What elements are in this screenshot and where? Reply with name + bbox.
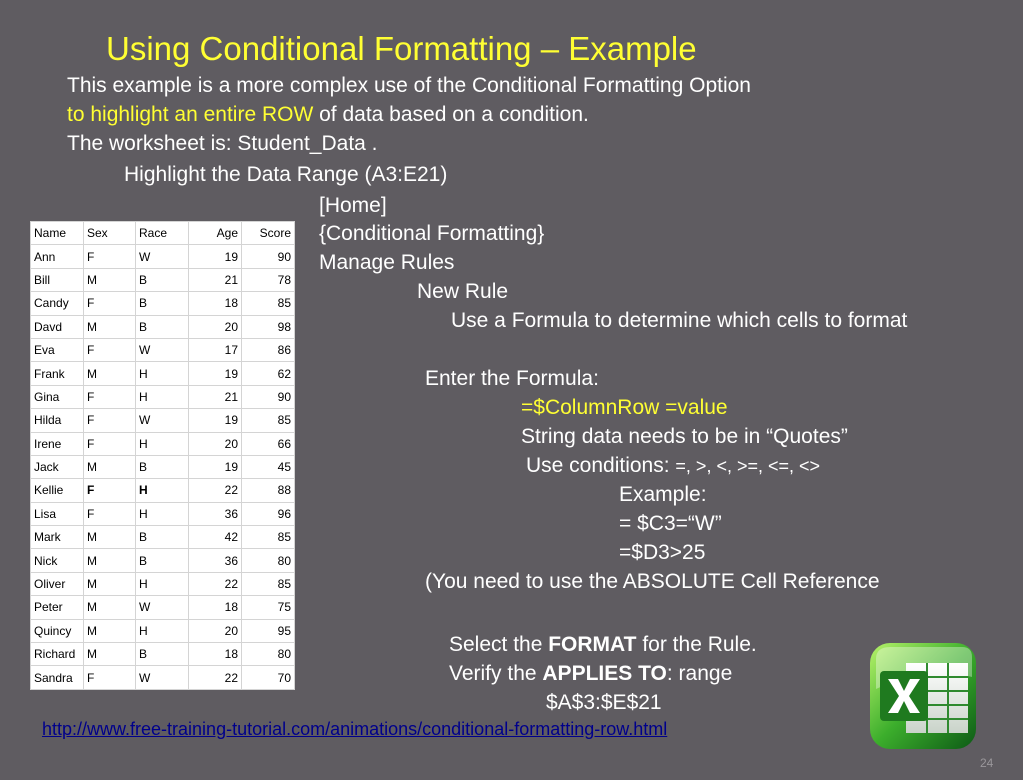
- table-cell: Peter: [31, 596, 84, 619]
- table-cell: Candy: [31, 292, 84, 315]
- table-cell: 80: [242, 643, 295, 666]
- step-conditional-formatting: {Conditional Formatting}: [319, 222, 545, 245]
- table-cell: B: [136, 292, 189, 315]
- table-cell: W: [136, 596, 189, 619]
- table-cell: 18: [189, 643, 242, 666]
- tutorial-link[interactable]: http://www.free-training-tutorial.com/animations/conditional-formatting-row.html: [42, 719, 668, 739]
- verify-applies-line: [449, 661, 732, 687]
- table-cell: Jack: [31, 455, 84, 478]
- excel-logo-icon: [866, 637, 982, 755]
- page-number: 24: [980, 756, 994, 770]
- step-home: [Home]: [319, 194, 387, 217]
- table-body: [31, 222, 295, 690]
- table-row: [31, 315, 295, 338]
- table-cell: B: [136, 549, 189, 572]
- step-manage-rules: Manage Rules: [319, 251, 455, 274]
- table-cell: 45: [242, 455, 295, 478]
- column-header: Age: [189, 222, 242, 245]
- table-cell: H: [136, 385, 189, 408]
- verify-pre: Verify the: [449, 662, 543, 685]
- table-cell: W: [136, 245, 189, 268]
- table-cell: 90: [242, 385, 295, 408]
- table-cell: 20: [189, 315, 242, 338]
- table-cell: 18: [189, 596, 242, 619]
- table-cell: B: [136, 643, 189, 666]
- table-cell: 18: [189, 292, 242, 315]
- table-cell: M: [84, 455, 136, 478]
- table-cell: Eva: [31, 338, 84, 361]
- table-cell: Lisa: [31, 502, 84, 525]
- table-row: [31, 643, 295, 666]
- table-cell: B: [136, 315, 189, 338]
- table-cell: W: [136, 666, 189, 689]
- conditions-operators: =, >, <, >=, <=, <>: [675, 456, 821, 476]
- table-row: [31, 455, 295, 478]
- table-cell: H: [136, 432, 189, 455]
- table-cell: 36: [189, 502, 242, 525]
- table-row: [31, 362, 295, 385]
- table-row: [31, 292, 295, 315]
- table-cell: B: [136, 526, 189, 549]
- table-cell: F: [84, 292, 136, 315]
- table-cell: H: [136, 572, 189, 595]
- table-cell: 62: [242, 362, 295, 385]
- formula-template: =$ColumnRow =value: [521, 396, 728, 419]
- table-cell: Davd: [31, 315, 84, 338]
- intro-highlight-text: to highlight an entire ROW: [67, 103, 314, 126]
- table-cell: 20: [189, 432, 242, 455]
- table-cell: Sandra: [31, 666, 84, 689]
- table-cell: M: [84, 268, 136, 291]
- table-cell: 85: [242, 526, 295, 549]
- table-cell: 17: [189, 338, 242, 361]
- table-cell: 21: [189, 268, 242, 291]
- table-row: [31, 338, 295, 361]
- table-cell: Kellie: [31, 479, 84, 502]
- verify-bold: APPLIES TO: [542, 662, 667, 685]
- table-cell: 22: [189, 666, 242, 689]
- intro-line-2: [67, 102, 589, 128]
- verify-post: : range: [666, 662, 733, 685]
- table-cell: 22: [189, 572, 242, 595]
- table-cell: 19: [189, 362, 242, 385]
- table-cell: Hilda: [31, 409, 84, 432]
- table-cell: W: [136, 409, 189, 432]
- table-cell: 96: [242, 502, 295, 525]
- table-cell: H: [136, 479, 189, 502]
- table-cell: Bill: [31, 268, 84, 291]
- intro-line-3: The worksheet is: Student_Data .: [67, 132, 378, 155]
- table-row: [31, 549, 295, 572]
- table-cell: 66: [242, 432, 295, 455]
- table-cell: M: [84, 362, 136, 385]
- table-cell: 88: [242, 479, 295, 502]
- table-cell: 80: [242, 549, 295, 572]
- table-cell: Nick: [31, 549, 84, 572]
- conditions-label: Use conditions:: [526, 454, 676, 477]
- table-cell: 21: [189, 385, 242, 408]
- table-row: [31, 502, 295, 525]
- table-row: [31, 268, 295, 291]
- step-use-formula: Use a Formula to determine which cells to format: [451, 309, 908, 332]
- example-label: Example:: [619, 483, 707, 506]
- table-cell: F: [84, 338, 136, 361]
- table-cell: 85: [242, 292, 295, 315]
- example-2: =$D3>25: [619, 541, 706, 564]
- table-cell: 85: [242, 572, 295, 595]
- slide-title: Using Conditional Formatting – Example: [106, 30, 697, 67]
- table-cell: Mark: [31, 526, 84, 549]
- select-format-line: [449, 632, 757, 658]
- table-cell: 78: [242, 268, 295, 291]
- table-cell: Oliver: [31, 572, 84, 595]
- table-cell: M: [84, 526, 136, 549]
- table-cell: 95: [242, 619, 295, 642]
- conditions-line: [526, 453, 820, 479]
- select-bold: FORMAT: [548, 633, 637, 656]
- table-row: [31, 245, 295, 268]
- column-header: Sex: [84, 222, 136, 245]
- table-cell: W: [136, 338, 189, 361]
- string-note: String data needs to be in “Quotes”: [521, 425, 848, 448]
- table-row: [31, 409, 295, 432]
- table-header-row: [31, 222, 295, 245]
- table-cell: F: [84, 666, 136, 689]
- table-cell: H: [136, 619, 189, 642]
- table-cell: M: [84, 643, 136, 666]
- table-cell: 22: [189, 479, 242, 502]
- range-value: $A$3:$E$21: [546, 691, 662, 714]
- select-pre: Select the: [449, 633, 549, 656]
- table-cell: 70: [242, 666, 295, 689]
- table-cell: Ann: [31, 245, 84, 268]
- step-highlight: Highlight the Data Range (A3:E21): [124, 163, 448, 186]
- table-cell: Gina: [31, 385, 84, 408]
- table-cell: 19: [189, 455, 242, 478]
- table-row: [31, 526, 295, 549]
- table-cell: B: [136, 268, 189, 291]
- column-header: Name: [31, 222, 84, 245]
- table-cell: M: [84, 596, 136, 619]
- table-cell: H: [136, 362, 189, 385]
- table-cell: M: [84, 549, 136, 572]
- table-cell: M: [84, 315, 136, 338]
- table-row: [31, 432, 295, 455]
- table-row: [31, 385, 295, 408]
- table-row: [31, 572, 295, 595]
- table-cell: 20: [189, 619, 242, 642]
- table-row: [31, 479, 295, 502]
- table-cell: F: [84, 245, 136, 268]
- step-enter-formula: Enter the Formula:: [425, 367, 599, 390]
- column-header: Score: [242, 222, 295, 245]
- table-cell: 36: [189, 549, 242, 572]
- table-cell: 85: [242, 409, 295, 432]
- absolute-note: (You need to use the ABSOLUTE Cell Reference: [425, 570, 880, 593]
- table-cell: M: [84, 619, 136, 642]
- table-row: [31, 666, 295, 689]
- column-header: Race: [136, 222, 189, 245]
- table-cell: 19: [189, 245, 242, 268]
- table-cell: B: [136, 455, 189, 478]
- table-cell: F: [84, 479, 136, 502]
- table-cell: Quincy: [31, 619, 84, 642]
- table-cell: 90: [242, 245, 295, 268]
- table-cell: Frank: [31, 362, 84, 385]
- table-cell: F: [84, 385, 136, 408]
- table-row: [31, 619, 295, 642]
- select-post: for the Rule.: [636, 633, 757, 656]
- table-cell: Irene: [31, 432, 84, 455]
- table-cell: 42: [189, 526, 242, 549]
- table-cell: 19: [189, 409, 242, 432]
- table-cell: F: [84, 409, 136, 432]
- table-cell: H: [136, 502, 189, 525]
- table-cell: 75: [242, 596, 295, 619]
- student-data-table: [30, 221, 295, 690]
- table-cell: 86: [242, 338, 295, 361]
- table-cell: Richard: [31, 643, 84, 666]
- example-1: = $C3=“W”: [619, 512, 722, 535]
- intro-line-1: This example is a more complex use of the Conditional Formatting Option: [67, 74, 751, 97]
- table-cell: 98: [242, 315, 295, 338]
- step-new-rule: New Rule: [417, 280, 509, 303]
- table-cell: M: [84, 572, 136, 595]
- table-row: [31, 596, 295, 619]
- table-cell: F: [84, 432, 136, 455]
- intro-line-2-rest: of data based on a condition.: [313, 103, 589, 126]
- table-cell: F: [84, 502, 136, 525]
